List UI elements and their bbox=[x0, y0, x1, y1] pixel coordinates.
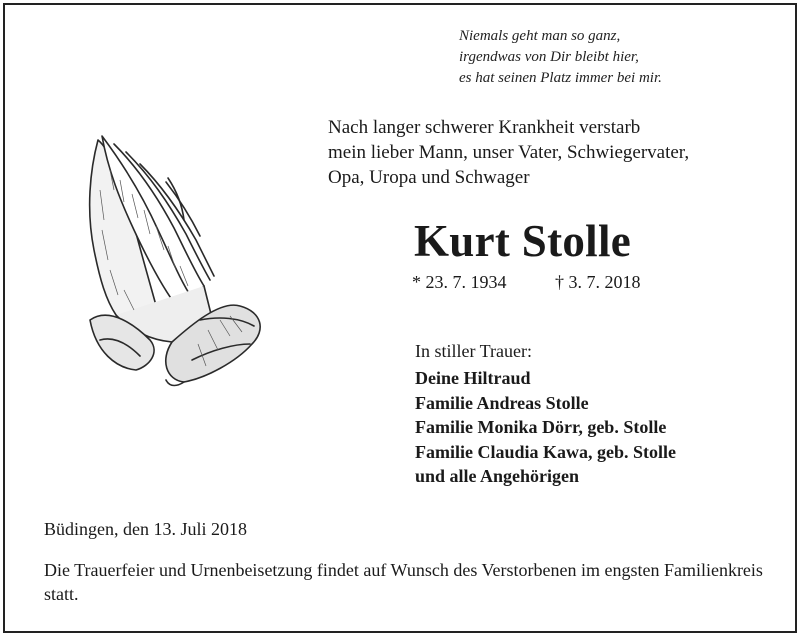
poem bbox=[459, 26, 662, 89]
funeral-notice: Die Trauerfeier und Urnenbeisetzung findet auf Wunsch des Verstorbenen im engsten Familienkreis statt. bbox=[44, 560, 763, 604]
intro-text bbox=[328, 115, 689, 190]
mourner-item: Familie Andreas Stolle bbox=[415, 392, 589, 413]
intro-line: Opa, Uropa und Schwager bbox=[328, 167, 530, 188]
life-dates bbox=[412, 270, 641, 294]
poem-line: es hat seinen Platz immer bei mir. bbox=[459, 70, 662, 86]
mourner-item: Familie Monika Dörr, geb. Stolle bbox=[415, 417, 667, 437]
praying-hands-icon bbox=[80, 130, 270, 390]
mourner-item: Deine Hiltraud bbox=[415, 368, 531, 388]
place-date: Büdingen, den 13. Juli 2018 bbox=[44, 519, 247, 539]
death-date: † 3. 7. 2018 bbox=[555, 272, 641, 292]
poem-line: irgendwas von Dir bleibt hier, bbox=[459, 49, 639, 65]
intro-line: Nach langer schwerer Krankheit verstarb bbox=[328, 117, 641, 138]
mourner-item: Familie Claudia Kawa, geb. Stolle bbox=[415, 441, 676, 462]
poem-line: Niemals geht man so ganz, bbox=[459, 28, 621, 44]
birth-date: * 23. 7. 1934 bbox=[412, 272, 507, 292]
intro-line: mein lieber Mann, unser Vater, Schwiegervater, bbox=[328, 142, 690, 163]
mourner-item: und alle Angehörigen bbox=[415, 466, 580, 486]
mourning-heading: In stiller Trauer: bbox=[415, 341, 532, 361]
mourners-list bbox=[415, 366, 676, 489]
deceased-name: Kurt Stolle bbox=[414, 216, 632, 266]
